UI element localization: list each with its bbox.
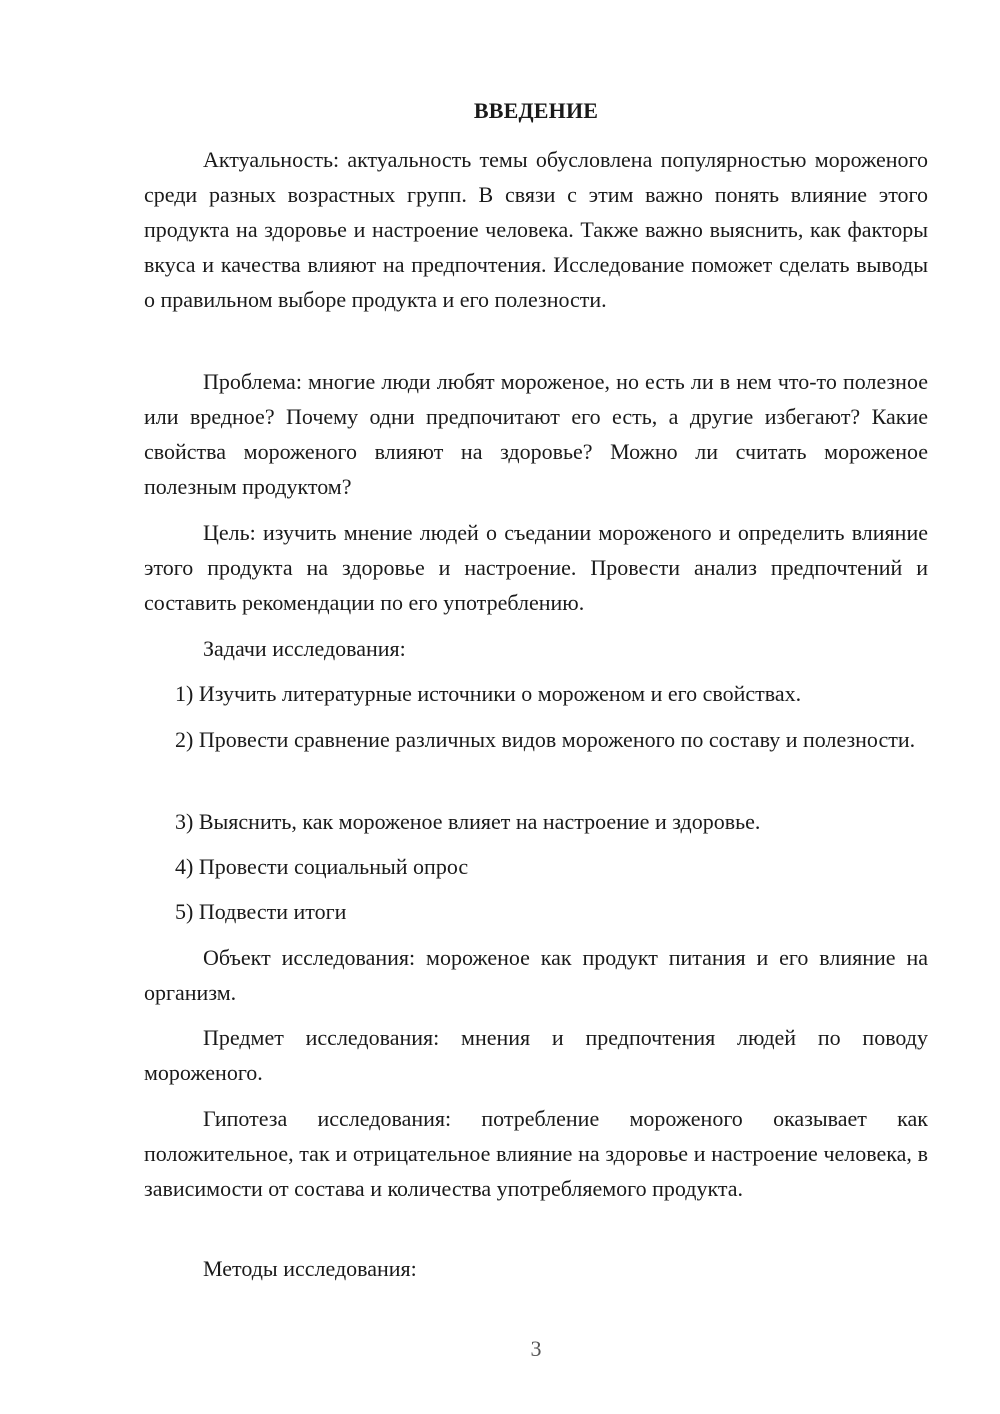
section-title: ВВЕДЕНИЕ	[473, 98, 599, 123]
problem-paragraph: Проблема: многие люди любят мороженое, но есть ли в нем что-то полезное или вредное? Почему одни предпочитают его есть, а другие избегают? Какие свойства мороженого влияют на здоровье? Можно ли считать мороженое полезным продуктом?	[144, 369, 928, 499]
methods-heading: Методы исследования:	[203, 1256, 417, 1281]
subject-paragraph: Предмет исследования: мнения и предпочтения людей по поводу мороженого.	[144, 1025, 928, 1085]
relevance-paragraph: Актуальность: актуальность темы обусловлена популярностью мороженого среди разных возрастных групп. В связи с этим важно понять влияние этого продукта на здоровье и настроение человека. Также важно выяснить, как факторы вкуса и качества влияют на предпочтения. Исследование поможет сделать выводы о правильном выборе продукта и его полезности.	[144, 147, 928, 312]
goal-paragraph: Цель: изучить мнение людей о съедании мороженого и определить влияние этого продукта на здоровье и настроение. Провести анализ предпочтений и составить рекомендации по его употреблению.	[144, 520, 928, 615]
hypothesis-paragraph: Гипотеза исследования: потребление мороженого оказывает как положительное, так и отрицательное влияние на здоровье и настроение человека, в зависимости от состава и количества употребляемого продукта.	[144, 1106, 928, 1201]
page-number: 3	[530, 1336, 542, 1361]
task-item-1: 1) Изучить литературные источники о мороженом и его свойствах.	[175, 681, 802, 706]
task-item-2: 2) Провести сравнение различных видов мороженого по составу и полезности.	[175, 727, 916, 752]
task-item-5: 5) Подвести итоги	[175, 899, 347, 924]
task-item-4: 4) Провести социальный опрос	[175, 854, 469, 879]
task-item-3: 3) Выяснить, как мороженое влияет на настроение и здоровье.	[175, 809, 761, 834]
tasks-heading: Задачи исследования:	[203, 636, 406, 661]
object-paragraph: Объект исследования: мороженое как продукт питания и его влияние на организм.	[144, 945, 928, 1005]
